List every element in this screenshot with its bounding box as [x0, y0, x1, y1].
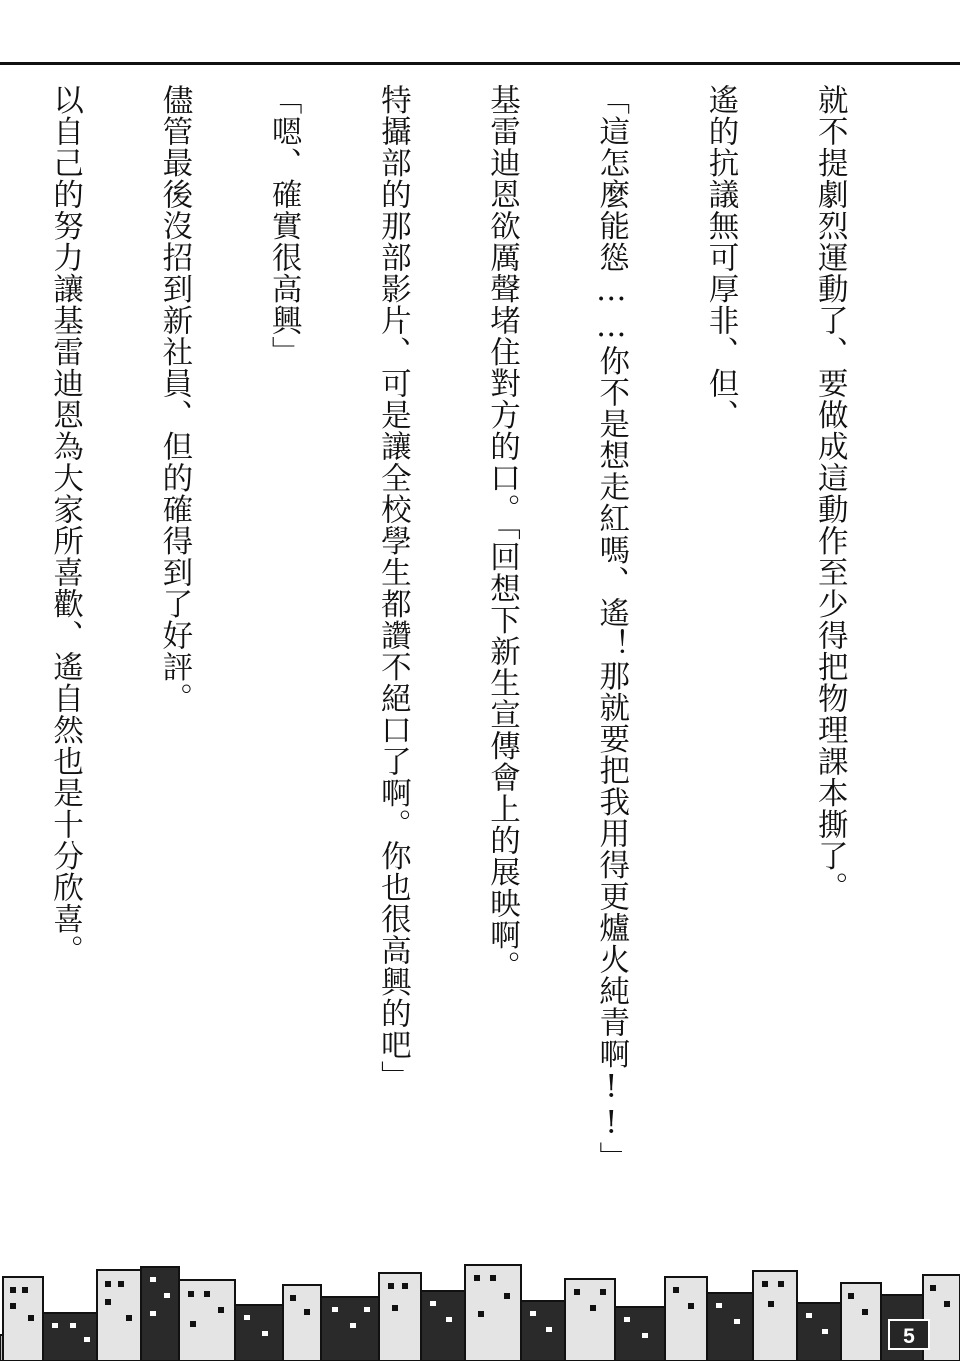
- page-number: 5: [888, 1319, 930, 1350]
- building: [565, 1279, 615, 1361]
- story-line: 基雷迪恩欲厲聲堵住對方的口。「回想下新生宣傳會上的展映啊。: [484, 84, 520, 983]
- top-rule: [0, 62, 960, 65]
- story-line: 儘管最後沒招到新社員、但的確得到了好評。: [156, 84, 192, 714]
- building: [283, 1285, 321, 1361]
- building: [707, 1293, 753, 1361]
- building: [615, 1307, 665, 1361]
- building: [379, 1273, 421, 1361]
- building: [797, 1303, 841, 1361]
- building: [841, 1283, 881, 1361]
- story-line: 「這怎麼能慫……你不是想走紅嗎、遙！那就要把我用得更爐火純青啊!!」: [593, 84, 629, 1173]
- building: [665, 1277, 707, 1361]
- building: [235, 1305, 283, 1361]
- building: [753, 1271, 797, 1361]
- story-line: 特攝部的那部影片、可是讓全校學生都讚不絕口了啊。你也很高興的吧」: [375, 84, 411, 1092]
- building: [141, 1267, 179, 1361]
- city-skyline-decoration: [0, 1265, 960, 1361]
- building: [521, 1301, 565, 1361]
- story-line: 就不提劇烈運動了、要做成這動作至少得把物理課本撕了。: [812, 84, 848, 903]
- story-line: 「嗯、確實很高興」: [266, 84, 302, 368]
- building: [421, 1291, 465, 1361]
- story-line: 以自己的努力讓基雷迪恩為大家所喜歡、遙自然也是十分欣喜。: [47, 84, 83, 966]
- building: [321, 1297, 379, 1361]
- story-line: 遙的抗議無可厚非、但、: [702, 84, 738, 431]
- story-text: [47, 84, 920, 1262]
